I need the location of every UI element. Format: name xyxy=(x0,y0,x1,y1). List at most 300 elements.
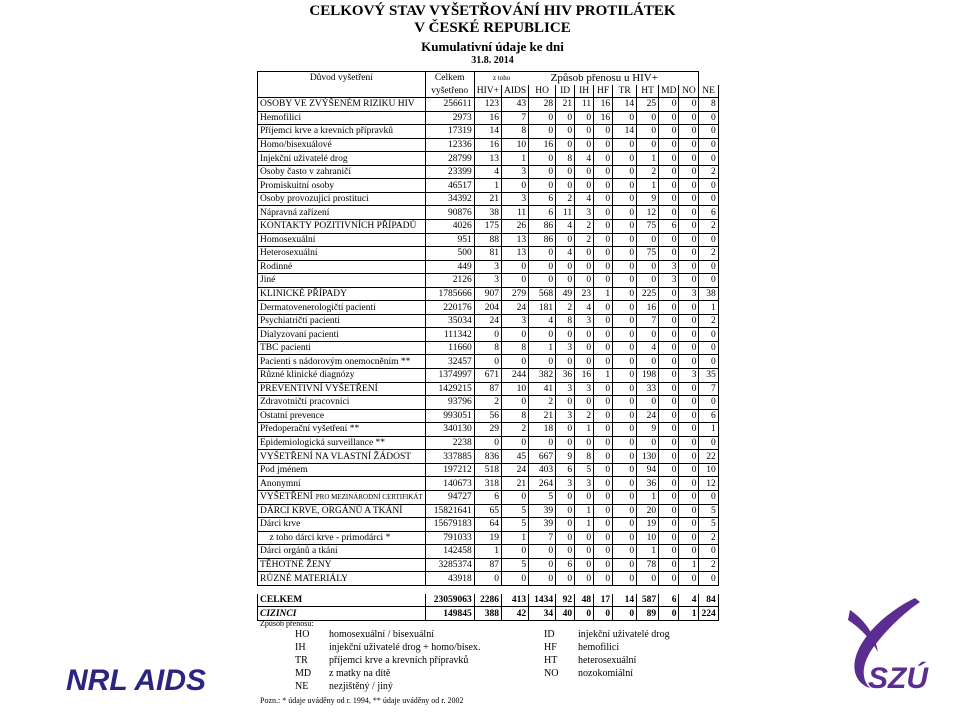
table-cell: 86 xyxy=(529,220,556,234)
table-row xyxy=(258,355,719,369)
nrl-aids-logo xyxy=(66,662,216,701)
table-cell: 0 xyxy=(594,138,613,152)
table-cell: 0 xyxy=(613,247,637,261)
table-cell: 0 xyxy=(556,233,575,247)
table-cell: 1 xyxy=(501,531,528,545)
legend-code-id: ID xyxy=(544,629,555,640)
row-label-text: TBC pacienti xyxy=(260,343,311,354)
table-cell: 8 xyxy=(699,98,718,112)
row-label-text: Nápravná zařízení xyxy=(260,207,330,218)
table-cell: 140673 xyxy=(425,477,474,491)
table-cell: 0 xyxy=(613,314,637,328)
table-cell: 0 xyxy=(659,111,679,125)
table-cell: 0 xyxy=(556,179,575,193)
table-cell: 29 xyxy=(474,423,501,437)
table-cell: 0 xyxy=(679,409,699,423)
table-cell: 0 xyxy=(594,477,613,491)
table-cell: 0 xyxy=(613,165,637,179)
table-cell: 16 xyxy=(474,111,501,125)
table-cell: 449 xyxy=(425,260,474,274)
table-cell: 18 xyxy=(529,423,556,437)
table-cell: 671 xyxy=(474,369,501,383)
table-cell: 38 xyxy=(474,206,501,220)
table-row xyxy=(258,545,719,559)
table-row xyxy=(258,220,719,234)
table-cell: 0 xyxy=(613,260,637,274)
table-cell: 41 xyxy=(529,382,556,396)
row-label xyxy=(258,531,426,545)
row-label xyxy=(258,463,426,477)
table-cell: 0 xyxy=(699,179,718,193)
table-cell: 6 xyxy=(529,206,556,220)
table-cell: 10 xyxy=(637,531,659,545)
table-cell: 0 xyxy=(594,301,613,315)
table-cell: 40 xyxy=(556,607,575,621)
table-cell: 0 xyxy=(594,450,613,464)
row-label xyxy=(258,192,426,206)
table-cell: 4 xyxy=(575,152,594,166)
table-cell: 0 xyxy=(594,572,613,586)
table-cell: 39 xyxy=(529,518,556,532)
row-label-text: Hemofilici xyxy=(260,112,302,123)
table-cell: 0 xyxy=(659,192,679,206)
table-cell: 0 xyxy=(659,98,679,112)
table-cell: 0 xyxy=(659,138,679,152)
table-cell: 791033 xyxy=(425,531,474,545)
table-cell: 13 xyxy=(501,233,528,247)
table-cell: 0 xyxy=(679,206,699,220)
table-cell: 0 xyxy=(556,328,575,342)
table-cell: 0 xyxy=(501,260,528,274)
szu-logo-text: SZÚ xyxy=(868,662,928,695)
legend-code-tr: TR xyxy=(295,655,308,666)
row-label xyxy=(258,558,426,572)
table-cell: 2 xyxy=(575,409,594,423)
table-row xyxy=(258,607,719,621)
table-cell: 1 xyxy=(474,179,501,193)
table-cell: 0 xyxy=(594,463,613,477)
nrl-aids-logo-text: NRL AIDS xyxy=(66,664,207,696)
table-cell: 0 xyxy=(613,504,637,518)
row-label-text: Anonymní xyxy=(260,478,301,489)
table-cell: 0 xyxy=(613,192,637,206)
table-cell: 1 xyxy=(679,558,699,572)
table-cell: 0 xyxy=(501,436,528,450)
table-cell: 90876 xyxy=(425,206,474,220)
row-label xyxy=(258,518,426,532)
row-label xyxy=(258,165,426,179)
table-cell: 0 xyxy=(594,518,613,532)
table-cell: 0 xyxy=(594,192,613,206)
table-cell: 0 xyxy=(594,233,613,247)
table-cell: 5 xyxy=(699,518,718,532)
table-row xyxy=(258,233,719,247)
table-cell: 0 xyxy=(613,477,637,491)
row-label-text: TĚHOTNÉ ŽENY xyxy=(260,559,332,570)
table-cell: 4 xyxy=(529,314,556,328)
row-label-text: Zdravotničtí pracovníci xyxy=(260,397,350,408)
row-label xyxy=(258,396,426,410)
row-label-text: Epidemiologická surveillance ** xyxy=(260,438,386,449)
table-cell: 0 xyxy=(594,220,613,234)
table-cell: 0 xyxy=(613,409,637,423)
header-transmission: Způsob přenosu u HIV+ xyxy=(529,72,699,85)
table-cell: 0 xyxy=(637,572,659,586)
table-cell: 0 xyxy=(613,382,637,396)
table-cell: 0 xyxy=(529,355,556,369)
legend-text-no: nozokomiální xyxy=(578,668,633,679)
row-label-text: Ostatní prevence xyxy=(260,410,325,421)
legend-code-hf: HF xyxy=(544,642,557,653)
table-cell: 0 xyxy=(679,396,699,410)
table-cell: 88 xyxy=(474,233,501,247)
table-cell: 5 xyxy=(501,558,528,572)
table-cell: 48 xyxy=(575,594,594,607)
table-cell: 3285374 xyxy=(425,558,474,572)
table-cell: 8 xyxy=(501,409,528,423)
table-cell: 36 xyxy=(556,369,575,383)
table-cell: 0 xyxy=(679,125,699,139)
row-label xyxy=(258,409,426,423)
table-cell: 175 xyxy=(474,220,501,234)
table-cell: 0 xyxy=(699,396,718,410)
table-cell: 24 xyxy=(474,314,501,328)
table-cell: 0 xyxy=(575,558,594,572)
table-cell: 0 xyxy=(679,274,699,288)
row-label-text: Homo/bisexuálové xyxy=(260,140,332,150)
table-cell: 0 xyxy=(659,355,679,369)
table-cell: 0 xyxy=(659,545,679,559)
table-row xyxy=(258,98,719,112)
row-label xyxy=(258,477,426,491)
table-cell: 1 xyxy=(575,423,594,437)
table-cell: 3 xyxy=(575,314,594,328)
table-cell: 0 xyxy=(556,260,575,274)
table-cell: 0 xyxy=(613,179,637,193)
table-cell: 0 xyxy=(679,436,699,450)
table-cell: 0 xyxy=(529,436,556,450)
table-cell: 0 xyxy=(613,423,637,437)
table-cell: 403 xyxy=(529,463,556,477)
row-label xyxy=(258,450,426,464)
table-cell: 4 xyxy=(474,165,501,179)
table-cell: 0 xyxy=(613,490,637,504)
row-label-text: Pod jménem xyxy=(260,465,308,476)
table-row xyxy=(258,490,719,504)
table-cell: 0 xyxy=(594,436,613,450)
table-row xyxy=(258,111,719,125)
table-cell: 22 xyxy=(699,450,718,464)
table-cell: 0 xyxy=(529,328,556,342)
table-cell: 0 xyxy=(659,314,679,328)
table-cell: 0 xyxy=(699,260,718,274)
table-cell: 0 xyxy=(637,233,659,247)
table-cell: 94727 xyxy=(425,490,474,504)
table-cell: 4 xyxy=(679,594,699,607)
row-label xyxy=(258,206,426,220)
table-cell: 0 xyxy=(529,260,556,274)
table-cell: 0 xyxy=(474,572,501,586)
table-cell: 1 xyxy=(637,490,659,504)
row-label-text: Dermatovenerologičtí pacienti xyxy=(260,302,376,313)
table-cell: 0 xyxy=(637,436,659,450)
table-cell: 500 xyxy=(425,247,474,261)
table-cell: 0 xyxy=(659,382,679,396)
table-cell: 142458 xyxy=(425,545,474,559)
table-cell: 5 xyxy=(529,490,556,504)
table-cell: 0 xyxy=(594,341,613,355)
table-cell: 8 xyxy=(501,125,528,139)
table-cell: 0 xyxy=(699,274,718,288)
table-cell: 5 xyxy=(699,504,718,518)
table-cell: 0 xyxy=(679,301,699,315)
table-cell: 0 xyxy=(699,572,718,586)
table-cell: 198 xyxy=(637,369,659,383)
table-cell: 21 xyxy=(556,98,575,112)
table-cell: 0 xyxy=(575,545,594,559)
table-cell: 0 xyxy=(575,436,594,450)
table-cell: 0 xyxy=(556,436,575,450)
table-cell: 9 xyxy=(637,423,659,437)
table-cell: 0 xyxy=(637,138,659,152)
table-cell: 244 xyxy=(501,369,528,383)
table-cell: 11660 xyxy=(425,341,474,355)
table-cell: 0 xyxy=(594,314,613,328)
row-label-text: RŮZNÉ MATERIÁLY xyxy=(260,573,348,584)
table-cell: 0 xyxy=(613,450,637,464)
table-row xyxy=(258,423,719,437)
table-cell: 0 xyxy=(659,572,679,586)
table-cell: 0 xyxy=(699,341,718,355)
spacer-row xyxy=(258,585,719,594)
table-cell: 0 xyxy=(556,490,575,504)
table-cell: 0 xyxy=(556,572,575,586)
table-cell: 220176 xyxy=(425,301,474,315)
table-cell: 16 xyxy=(575,369,594,383)
row-label-text: Předoperační vyšetření ** xyxy=(260,424,360,435)
table-cell: 2286 xyxy=(474,594,501,607)
table-cell: 0 xyxy=(679,220,699,234)
header-mode-id: ID xyxy=(556,85,575,98)
table-cell: 0 xyxy=(699,545,718,559)
table-cell: 2 xyxy=(699,247,718,261)
legend-text-hf: hemofilici xyxy=(578,642,620,653)
table-cell: 3 xyxy=(556,409,575,423)
table-cell: 1 xyxy=(699,423,718,437)
table-cell: 0 xyxy=(613,328,637,342)
row-label-text: CELKEM xyxy=(260,595,303,606)
table-cell: 1429215 xyxy=(425,382,474,396)
legend-text-ho: homosexuální / bisexuální xyxy=(329,629,434,640)
row-label xyxy=(258,436,426,450)
table-cell: 24 xyxy=(501,301,528,315)
table-cell: 38 xyxy=(699,287,718,301)
row-label xyxy=(258,490,426,504)
table-cell: 1 xyxy=(575,518,594,532)
table-cell: 0 xyxy=(679,111,699,125)
table-cell: 0 xyxy=(637,125,659,139)
table-cell: 0 xyxy=(699,125,718,139)
table-cell: 3 xyxy=(474,274,501,288)
table-cell: 111342 xyxy=(425,328,474,342)
table-row xyxy=(258,314,719,328)
table-cell: 0 xyxy=(659,341,679,355)
table-cell: 224 xyxy=(699,607,718,621)
table-cell: 5 xyxy=(501,518,528,532)
table-cell: 0 xyxy=(575,531,594,545)
table-cell: 21 xyxy=(474,192,501,206)
legend-text-ih: injekční uživatelé drog + homo/bisex. xyxy=(329,642,481,653)
table-cell: 2 xyxy=(699,558,718,572)
table-cell: 0 xyxy=(556,504,575,518)
table-cell: 0 xyxy=(613,545,637,559)
table-cell: 0 xyxy=(679,328,699,342)
title-line-1: CELKOVÝ STAV VYŠETŘOVÁNÍ HIV PROTILÁTEK xyxy=(309,3,676,19)
table-cell: 89 xyxy=(637,607,659,621)
table-row xyxy=(258,382,719,396)
table-cell: 0 xyxy=(501,274,528,288)
table-cell: 340130 xyxy=(425,423,474,437)
table-cell: 0 xyxy=(637,111,659,125)
table-cell: 0 xyxy=(613,436,637,450)
table-cell: 14 xyxy=(613,594,637,607)
table-cell: 75 xyxy=(637,247,659,261)
table-cell: 86 xyxy=(529,233,556,247)
table-cell: 6 xyxy=(699,409,718,423)
table-cell: 16 xyxy=(529,138,556,152)
table-cell: 0 xyxy=(613,274,637,288)
table-cell: 94 xyxy=(637,463,659,477)
table-cell: 2 xyxy=(529,396,556,410)
header-mode-ho: HO xyxy=(529,85,556,98)
table-cell: 2 xyxy=(699,220,718,234)
table-cell: 149845 xyxy=(425,607,474,621)
table-cell: 16 xyxy=(637,301,659,315)
row-label-text: Dárci orgánů a tkání xyxy=(260,546,338,557)
legend-text-ht: heterosexuální xyxy=(578,655,637,666)
table-cell: 2 xyxy=(556,192,575,206)
table-cell: 279 xyxy=(501,287,528,301)
table-cell: 0 xyxy=(679,138,699,152)
row-label xyxy=(258,328,426,342)
table-cell: 3 xyxy=(659,260,679,274)
row-label-text: VYŠETŘENÍ xyxy=(260,492,313,503)
table-cell: 0 xyxy=(659,423,679,437)
legend-code-ne: NE xyxy=(295,681,309,692)
table-cell: 0 xyxy=(501,396,528,410)
header-mode-ih: IH xyxy=(575,85,594,98)
table-cell: 0 xyxy=(474,355,501,369)
row-label-text: Osoby často v zahraničí xyxy=(260,167,352,178)
table-cell: 0 xyxy=(699,233,718,247)
table-cell: 7 xyxy=(637,314,659,328)
table-cell: 0 xyxy=(659,463,679,477)
row-label xyxy=(258,594,426,607)
header-mode-md: MD xyxy=(659,85,679,98)
table-cell: 0 xyxy=(659,409,679,423)
row-label xyxy=(258,125,426,139)
table-cell: 413 xyxy=(501,594,528,607)
hiv-testing-table xyxy=(257,71,719,621)
table-cell: 34 xyxy=(529,607,556,621)
table-cell: 0 xyxy=(501,572,528,586)
table-cell: 6 xyxy=(699,206,718,220)
table-cell: 0 xyxy=(659,490,679,504)
table-cell: 19 xyxy=(637,518,659,532)
table-cell: 0 xyxy=(659,369,679,383)
legend-code-ht: HT xyxy=(544,655,558,666)
table-cell: 0 xyxy=(594,328,613,342)
table-cell: 8 xyxy=(556,152,575,166)
row-label xyxy=(258,369,426,383)
table-cell: 0 xyxy=(699,152,718,166)
row-label xyxy=(258,98,426,112)
title-line-2: V ČESKÉ REPUBLICE xyxy=(414,20,571,36)
title-date: 31.8. 2014 xyxy=(471,55,514,66)
table-cell: 16 xyxy=(594,98,613,112)
table-cell: 4 xyxy=(556,220,575,234)
table-cell: 0 xyxy=(594,558,613,572)
table-cell: 1434 xyxy=(529,594,556,607)
table-cell: 0 xyxy=(575,111,594,125)
table-cell: 181 xyxy=(529,301,556,315)
table-cell: 0 xyxy=(699,328,718,342)
table-cell: 0 xyxy=(594,490,613,504)
table-cell: 0 xyxy=(613,287,637,301)
table-cell: 2973 xyxy=(425,111,474,125)
table-cell: 3 xyxy=(575,382,594,396)
table-cell: 0 xyxy=(613,396,637,410)
row-label xyxy=(258,247,426,261)
table-cell: 0 xyxy=(529,179,556,193)
row-label-text: Homosexuální xyxy=(260,234,316,245)
table-row xyxy=(258,328,719,342)
table-row xyxy=(258,165,719,179)
table-cell: 21 xyxy=(501,477,528,491)
table-cell: 0 xyxy=(529,247,556,261)
table-cell: 0 xyxy=(659,531,679,545)
table-cell: 0 xyxy=(613,607,637,621)
title-subtitle: Kumulativní údaje ke dni xyxy=(421,39,564,54)
table-cell: 10 xyxy=(501,138,528,152)
row-label-text: Psychiatričtí pacienti xyxy=(260,316,340,327)
table-row xyxy=(258,518,719,532)
table-cell: 3 xyxy=(501,165,528,179)
table-cell: 0 xyxy=(679,314,699,328)
table-cell: 9 xyxy=(637,192,659,206)
table-cell: 1 xyxy=(501,152,528,166)
table-cell: 0 xyxy=(613,138,637,152)
row-label xyxy=(258,314,426,328)
table-cell: 13 xyxy=(501,247,528,261)
table-cell: 11 xyxy=(501,206,528,220)
table-cell: 1 xyxy=(474,545,501,559)
table-cell: 7 xyxy=(529,531,556,545)
table-cell: 2 xyxy=(501,423,528,437)
table-cell: 3 xyxy=(575,477,594,491)
table-cell: 84 xyxy=(699,594,718,607)
header-reason: Důvod vyšetření xyxy=(258,72,426,85)
table-row xyxy=(258,463,719,477)
table-row xyxy=(258,504,719,518)
table-cell: 2 xyxy=(699,531,718,545)
table-cell: 318 xyxy=(474,477,501,491)
table-cell: 0 xyxy=(613,369,637,383)
table-cell: 78 xyxy=(637,558,659,572)
table-cell: 0 xyxy=(613,558,637,572)
table-cell: 2 xyxy=(699,165,718,179)
row-label-text: CIZINCI xyxy=(260,608,297,619)
